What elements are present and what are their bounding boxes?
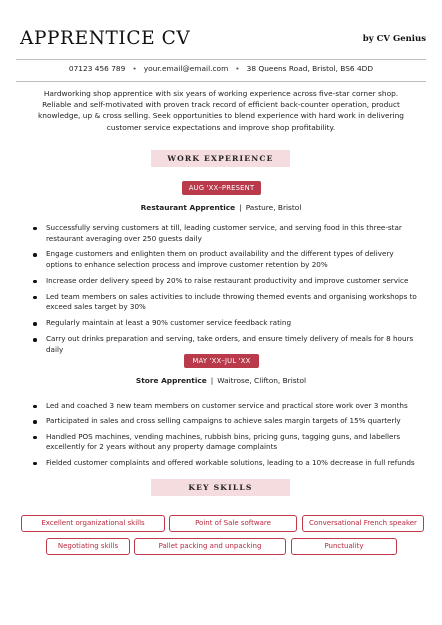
skill-tag: Punctuality (291, 538, 397, 555)
bullet-item: Engage customers and enlighten them on product availability and the different types of delivery options to enhance selection process and improve customer retention by 20% (36, 249, 420, 270)
bullet-item: Fielded customer complaints and offered workable solutions, leading to a 10% decrease in full refunds (36, 458, 420, 469)
job-bullets (36, 401, 420, 473)
job-title: Store Apprentice (135, 376, 207, 385)
job-role (20, 376, 422, 385)
job-title: Restaurant Apprentice (140, 203, 236, 212)
separator-dot: • (235, 64, 240, 73)
job-dates: AUG 'XX–PRESENT (182, 181, 261, 195)
contact-line (16, 64, 426, 76)
cv-header (20, 28, 426, 54)
bullet-item: Participated in sales and cross selling campaigns to achieve sales margin targets of 15% quarterly (36, 416, 420, 427)
bullet-item: Regularly maintain at least a 90% customer service feedback rating (36, 318, 420, 329)
job-dates: MAY 'XX–JUL 'XX (184, 354, 259, 368)
skill-tag: Negotiating skills (46, 538, 130, 555)
cv-title: APPRENTICE CV (20, 28, 191, 49)
bullet-item: Handled POS machines, vending machines, rubbish bins, pricing guns, tagging guns, and labellers excellently for 2 years without any property damage complaints (36, 432, 420, 453)
job-employer: Waitrose, Clifton, Bristol (217, 376, 307, 385)
skill-tag: Pallet packing and unpacking (134, 538, 286, 555)
profile-summary: Hardworking shop apprentice with six years of working experience across five-star corner shop. Reliable and self-motivated with proven track record of efficient back-counter operation, product knowledge, up & cross selling. Seek opportunities to blend experience with hard work in delivering customer service expectations and improve shop profitability. (38, 89, 404, 132)
job-employer: Pasture, Bristol (245, 203, 302, 212)
role-divider: | (239, 203, 242, 212)
phone: 07123 456 789 (68, 64, 126, 73)
work-experience-heading: WORK EXPERIENCE (151, 150, 290, 167)
job-bullets (36, 223, 420, 361)
bullet-item: Led team members on sales activities to include throwing themed events and organising workshops to exceed sales target by 30% (36, 292, 420, 313)
key-skills-heading: KEY SKILLS (151, 479, 290, 496)
job-role (20, 203, 422, 212)
separator-dot: • (132, 64, 137, 73)
role-divider: | (210, 376, 214, 385)
skill-tag: Point of Sale software (169, 515, 297, 532)
email: your.email@email.com (143, 64, 229, 73)
divider-top (16, 59, 426, 60)
brand-credit: by CV Genius (362, 34, 426, 44)
divider-bottom (16, 81, 426, 82)
address: 38 Queens Road, Bristol, BS6 4DD (246, 64, 374, 73)
skill-tag: Excellent organizational skills (21, 515, 165, 532)
bullet-item: Successfully serving customers at till, leading customer service, and serving food in this three-star restaurant averaging over 250 guests daily (36, 223, 420, 244)
skill-tag: Conversational French speaker (302, 515, 424, 532)
bullet-item: Increase order delivery speed by 20% to raise restaurant productivity and improve customer service (36, 276, 420, 287)
bullet-item: Led and coached 3 new team members on customer service and practical store work over 3 months (36, 401, 420, 412)
bullet-item: Carry out drinks preparation and serving, take orders, and ensure timely delivery of meals for 8 hours daily (36, 334, 420, 355)
